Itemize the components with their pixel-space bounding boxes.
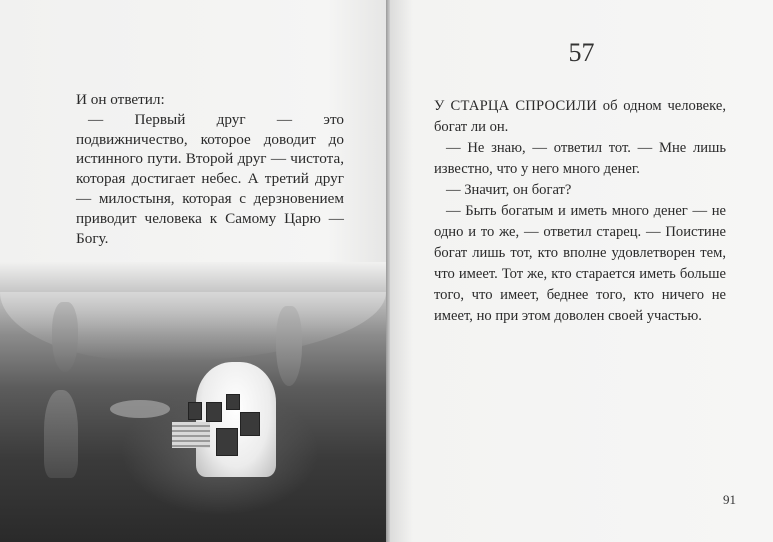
right-page-text xyxy=(434,96,726,327)
left-page-text xyxy=(76,90,344,248)
left-paragraph-2: — Первый друг — это подвижничество, которое доводит до истинного пути. Второй друг — чистота, которая достигает небес. А третий друг — милостыня, которая с дерзновением приводит человека к Самому Царю — Богу. xyxy=(76,110,344,247)
opening-rest: об одном человеке, богат ли он. xyxy=(434,98,726,135)
cave-photo xyxy=(0,262,386,542)
standing-figure xyxy=(44,390,78,478)
icon-picture xyxy=(206,402,222,422)
rock-ledge xyxy=(110,400,170,418)
left-paragraph-1: И он ответил: xyxy=(76,91,165,108)
icon-picture xyxy=(188,402,202,420)
right-paragraph-3: — Значит, он богат? xyxy=(446,182,572,198)
right-paragraph-1 xyxy=(434,96,726,138)
page-number: 91 xyxy=(723,492,736,507)
right-paragraph-2: — Не знаю, — ответил тот. — Мне лишь известно, что у него много денег. xyxy=(434,140,726,177)
icon-picture xyxy=(240,412,260,436)
chapter-number: 57 xyxy=(568,38,595,67)
icon-picture xyxy=(226,394,240,410)
hanging-rock xyxy=(276,306,302,386)
icon-picture xyxy=(216,428,238,456)
left-page xyxy=(0,0,386,542)
opening-small-caps: У СТАРЦА СПРОСИЛИ xyxy=(434,98,597,114)
right-paragraph-4: — Быть богатым и иметь много денег — не одно и то же, — ответил старец. — Поистине богат лишь тот, кто вполне удовлетворен тем, что имеет. Тот же, кто старается иметь больше того, что имеет, беднее того, кто ничего не имеет, но при этом доволен своей участью. xyxy=(434,203,726,324)
candle-stand xyxy=(172,422,210,448)
hanging-rock xyxy=(52,302,78,372)
right-page xyxy=(390,0,773,542)
